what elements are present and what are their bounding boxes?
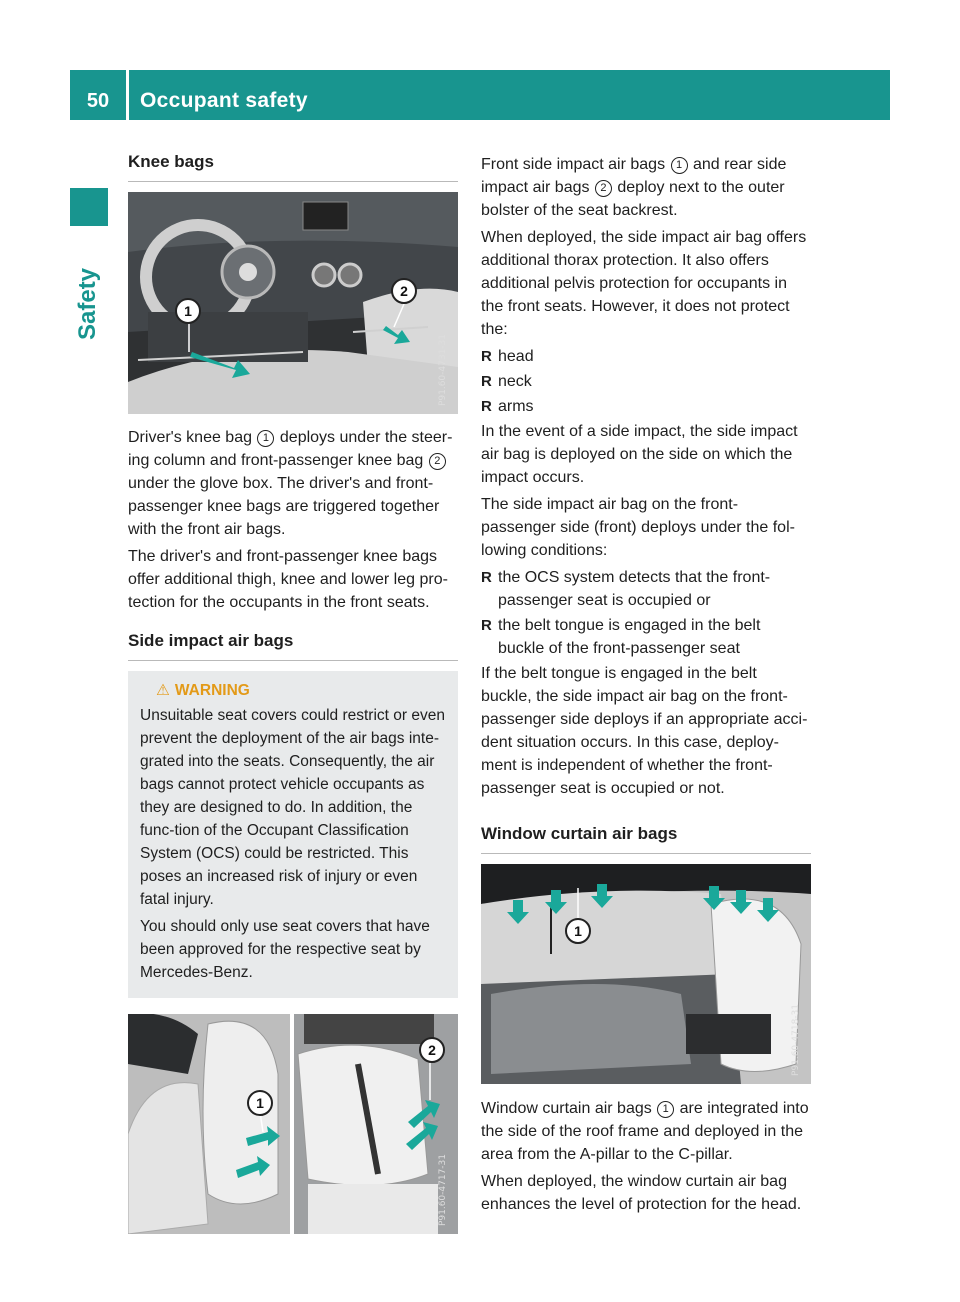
window-curtain-heading: Window curtain air bags: [481, 822, 811, 854]
callout-2: 2: [595, 180, 612, 197]
bullet-icon: R: [481, 398, 492, 415]
conditions-list: [481, 566, 811, 660]
callout-1: 1: [671, 157, 688, 174]
side-impact-paragraph-4: The side impact air bag on the front-passenger side (front) deploys under the fol-lowing conditions:: [481, 496, 795, 559]
figure-callout-1: 1: [175, 298, 201, 324]
warning-label: WARNING: [174, 682, 250, 699]
figure-code: P91.60-4717-31: [438, 1153, 448, 1226]
warning-paragraph-1: Unsuitable seat covers could restrict or even prevent the deployment of the air bags inte-grated into the seats. Consequently, the air bags cannot protect vehicle occupants as they are designed to do. In addition, the func-tion of the Occupant Classification System (OCS) could be restricted. This poses an increased risk of injury or even fatal injury.: [140, 707, 445, 908]
list-item-text: the belt tongue is engaged in the belt buckle of the front-passenger seat: [498, 617, 761, 657]
window-curtain-figure: [481, 864, 811, 1084]
page-number: 50: [86, 90, 110, 112]
side-impact-heading: Side impact air bags: [128, 629, 458, 661]
list-item: [481, 566, 811, 612]
bullet-icon: R: [481, 348, 492, 365]
header-divider: [126, 70, 129, 120]
list-item-text: the OCS system detects that the front-passenger seat is occupied or: [498, 569, 771, 609]
side-impact-paragraph-1: [481, 153, 811, 222]
side-tab-label: Safety: [74, 267, 101, 340]
text-run: deploy next to the outer bolster of the seat backrest.: [481, 179, 785, 219]
left-column: [128, 150, 458, 1234]
knee-bags-paragraph-1: [128, 426, 458, 541]
protected-areas-list: [481, 345, 811, 418]
side-impact-figure: [128, 1014, 458, 1234]
list-item: [481, 395, 811, 418]
knee-bags-heading: Knee bags: [128, 150, 458, 182]
warning-paragraph-2: You should only use seat covers that have been approved for the respective seat by Mercedes-Benz.: [140, 918, 430, 981]
warning-icon: ⚠: [156, 682, 170, 699]
list-item-text: arms: [498, 398, 534, 415]
knee-bags-figure: [128, 192, 458, 414]
warning-heading: [140, 679, 448, 702]
callout-2: 2: [429, 453, 446, 470]
text-run: under the glove box. The driver's and front-passenger knee bags are triggered together with the front air bags.: [128, 475, 440, 538]
window-curtain-paragraph-1: [481, 1097, 811, 1166]
figure-callout-2: 2: [419, 1037, 445, 1063]
text-run: deploys under the steer-ing column and front-passenger knee bag: [128, 429, 453, 469]
door-illustration: [481, 864, 811, 1084]
list-item-text: head: [498, 348, 534, 365]
figure-code: P91.60-4718-31: [791, 1003, 801, 1076]
text-run: and rear side impact air bags: [481, 156, 787, 196]
figure-callout-1: 1: [565, 918, 591, 944]
bullet-icon: R: [481, 617, 492, 634]
list-item: [481, 345, 811, 368]
text-run: Driver's knee bag: [128, 429, 257, 446]
knee-bags-paragraph-2: The driver's and front-passenger knee bags offer additional thigh, knee and lower leg pro-tection for the occupants in the front seats.: [128, 548, 448, 611]
warning-box: [128, 671, 458, 998]
side-impact-paragraph-5: If the belt tongue is engaged in the belt buckle, the side impact air bag on the front-passenger side deploys if an appropriate acci-dent situation occurs. In this case, deploy-ment is independent of whether the front-passenger seat is occupied or not.: [481, 665, 808, 797]
text-run: are integrated into the side of the roof frame and deployed in the area from the A-pillar to the C-pillar.: [481, 1100, 809, 1163]
bullet-icon: R: [481, 569, 492, 586]
side-impact-paragraph-2: When deployed, the side impact air bag offers additional thorax protection. It also offers additional pelvis protection for occupants in the front seats. However, it does not protect the:: [481, 229, 807, 338]
window-curtain-paragraph-2: When deployed, the window curtain air bag enhances the level of protection for the head.: [481, 1173, 802, 1213]
figure-code: P91.60-4731-31: [438, 333, 448, 406]
list-item: [481, 614, 811, 660]
callout-1: 1: [257, 430, 274, 447]
list-item-text: neck: [498, 373, 532, 390]
figure-callout-1: 1: [247, 1090, 273, 1116]
list-item: [481, 370, 811, 393]
text-run: Front side impact air bags: [481, 156, 670, 173]
side-tab-marker: [70, 188, 108, 226]
text-run: Window curtain air bags: [481, 1100, 657, 1117]
figure-callout-2: 2: [391, 278, 417, 304]
bullet-icon: R: [481, 373, 492, 390]
chapter-title: Occupant safety: [140, 89, 308, 112]
seats-illustration: [128, 1014, 458, 1234]
callout-1: 1: [657, 1101, 674, 1118]
right-column: [481, 153, 811, 1220]
side-impact-paragraph-3: In the event of a side impact, the side impact air bag is deployed on the side on which the impact occurs.: [481, 423, 798, 486]
